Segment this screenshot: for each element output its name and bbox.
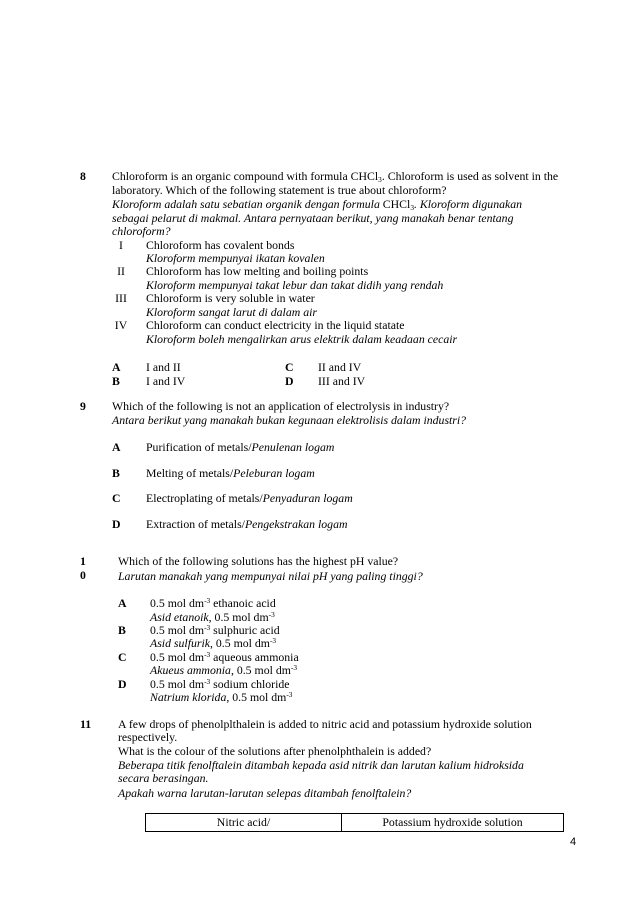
table-header-nitric-acid: Nitric acid/ [146, 814, 342, 831]
concentration: , 0.5 mol dm [208, 610, 269, 624]
solution-name-ms: Akueus ammonia [150, 663, 231, 677]
solution-name-ms: Natrium klorida [150, 690, 227, 704]
option-letter: A [112, 360, 121, 374]
question-number-11: 11 [80, 717, 92, 731]
option-text: I and II [146, 360, 181, 374]
superscript: -3 [268, 610, 275, 620]
stem-text: Kloroform adalah satu sebatian organik dengan formula [112, 197, 383, 211]
option-en: Purification of metals/ [146, 440, 252, 454]
question-number-9: 9 [80, 399, 86, 413]
concentration: 0.5 mol dm [150, 623, 205, 637]
concentration: 0.5 mol dm [150, 650, 205, 664]
q10-stem-en: Which of the following solutions has the highest pH value? [118, 554, 399, 568]
option-en [150, 650, 299, 664]
option-text [146, 440, 334, 454]
superscript: -3 [204, 677, 211, 687]
q11-stem-ms-line: Apakah warna larutan-larutan selepas ditambah fenolftalein? [118, 786, 412, 800]
option-en: Melting of metals/ [146, 466, 234, 480]
option-text [146, 491, 353, 505]
option-letter: D [112, 517, 121, 531]
statement-en: Chloroform is very soluble in water [146, 291, 315, 305]
superscript: -3 [204, 650, 211, 660]
question-number-8: 8 [80, 169, 86, 183]
statement-ms: Kloroform mempunyai ikatan kovalen [146, 251, 325, 265]
solution-name: sulphuric acid [213, 623, 280, 637]
question-number-10-digit-1: 1 [80, 554, 86, 568]
chemical-formula: CHCl [382, 197, 411, 211]
statement-numeral: IV [114, 318, 128, 332]
option-ms [150, 690, 292, 704]
superscript: -3 [269, 636, 277, 646]
solution-name-ms: Asid sulfurik [150, 636, 210, 650]
option-text: III and IV [318, 374, 366, 388]
statement-en: Chloroform has low melting and boiling points [146, 264, 369, 278]
concentration: , 0.5 mol dm [230, 663, 291, 677]
q8-stem-ms-line-1 [112, 197, 522, 211]
q9-stem-ms: Antara berikut yang manakah bukan kegunaan elektrolisis dalam industri? [112, 413, 467, 427]
superscript: -3 [290, 663, 298, 673]
table-header-potassium-hydroxide: Potassium hydroxide solution [382, 815, 523, 829]
option-letter: D [285, 374, 294, 388]
option-letter: B [112, 466, 120, 480]
option-text: I and IV [146, 374, 186, 388]
option-letter: C [285, 360, 294, 374]
solution-name: sodium chloride [213, 677, 290, 691]
superscript: -3 [286, 690, 293, 700]
q11-stem-en-line: A few drops of phenolplthalein is added to nitric acid and potassium hydroxide solution [118, 717, 532, 731]
subscript: 3 [410, 203, 414, 213]
option-ms [150, 636, 276, 650]
option-ms: Penulenan logam [251, 440, 335, 454]
option-ms [150, 610, 275, 624]
stem-text: . Kloroform digunakan [414, 197, 523, 211]
option-letter: A [112, 440, 121, 454]
q9-stem-en: Which of the following is not an application of electrolysis in industry? [112, 399, 450, 413]
concentration: , 0.5 mol dm [209, 636, 270, 650]
option-letter: B [112, 374, 120, 388]
option-text: II and IV [318, 360, 362, 374]
superscript: -3 [204, 623, 211, 633]
q11-stem-en-line: What is the colour of the solutions after phenolphthalein is added? [118, 744, 432, 758]
superscript: -3 [204, 596, 211, 606]
stem-text: . Chloroform is used as solvent in the [381, 169, 559, 183]
statement-ms: Kloroform boleh mengalirkan arus elektrik dalam keadaan cecair [146, 332, 458, 346]
option-text [146, 466, 315, 480]
q11-stem-ms-line: secara berasingan. [118, 771, 209, 785]
page-number: 4 [570, 836, 577, 848]
option-ms: Peleburan logam [233, 466, 315, 480]
option-letter: B [118, 623, 126, 637]
answer-table [145, 813, 564, 832]
statement-numeral: II [117, 264, 125, 278]
subscript: 3 [378, 175, 382, 185]
option-letter: C [112, 491, 121, 505]
statement-ms: Kloroform mempunyai takat lebur dan takat didih yang rendah [146, 278, 444, 292]
q8-stem-ms-line-3: chloroform? [112, 224, 171, 238]
option-en: Extraction of metals/ [146, 517, 245, 531]
statement-ms: Kloroform sangat larut di dalam air [146, 305, 317, 319]
option-en [150, 677, 290, 691]
q11-stem-ms-line: Beberapa titik fenolftalein ditambah kepada asid nitrik dan larutan kalium hidroksida [118, 758, 524, 772]
option-ms: Penyaduran logam [262, 491, 353, 505]
solution-name: aqueous ammonia [213, 650, 299, 664]
option-en [150, 623, 280, 637]
q8-stem-en-line-1 [112, 169, 558, 183]
concentration: 0.5 mol dm [150, 677, 205, 691]
q8-stem-ms-line-2: sebagai pelarut di makmal. Antara pernyataan berikut, yang manakah benar tentang [112, 211, 514, 225]
option-letter: D [118, 677, 127, 691]
option-en: Electroplating of metals/ [146, 491, 263, 505]
solution-name: ethanoic acid [213, 596, 276, 610]
statement-numeral: III [115, 291, 127, 305]
q11-stem-en-line: respectively. [118, 730, 178, 744]
stem-text: Chloroform is an organic compound with formula CHCl [112, 169, 379, 183]
concentration: , 0.5 mol dm [226, 690, 287, 704]
concentration: 0.5 mol dm [150, 596, 205, 610]
q10-stem-ms: Larutan manakah yang mempunyai nilai pH yang paling tinggi? [118, 569, 423, 583]
option-text [146, 517, 347, 531]
solution-name-ms: Asid etanoik [150, 610, 209, 624]
option-en [150, 596, 276, 610]
q8-stem-en-line-2: laboratory. Which of the following statement is true about chloroform? [112, 183, 447, 197]
statement-numeral: I [119, 238, 123, 252]
option-letter: C [118, 650, 127, 664]
statement-en: Chloroform has covalent bonds [146, 238, 295, 252]
option-letter: A [118, 596, 127, 610]
option-ms: Pengekstrakan logam [244, 517, 348, 531]
question-number-10-digit-2: 0 [80, 568, 86, 582]
option-ms [150, 663, 297, 677]
statement-en: Chloroform can conduct electricity in the liquid statate [146, 318, 405, 332]
